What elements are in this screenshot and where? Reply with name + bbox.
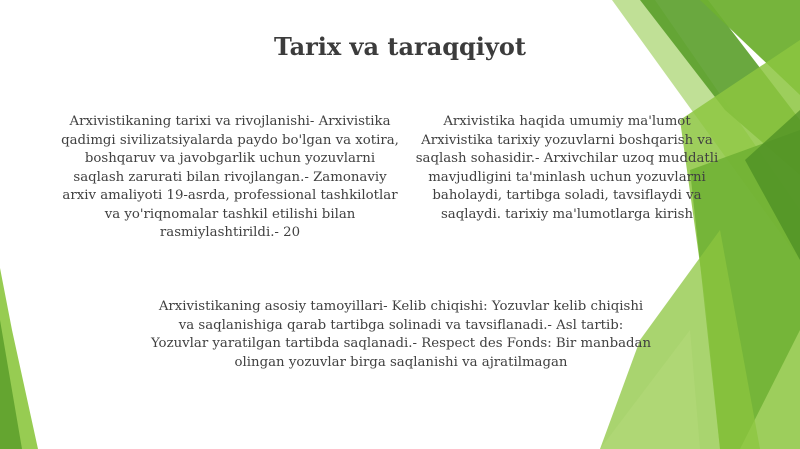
slide-title: Tarix va taraqqiyot [274,32,526,61]
history-text: Arxivistikaning tarixi va rivojlanishi- Arxivistika qadimgi sivilizatsiyalarda paydo bo'lgan va xotira, boshqaruv va javobgarlik uchun yozuvlarni saqlash zarurati bilan rivojlangan.- Zamonaviy arxiv amaliyoti 19-asrda, professional tashkilotlar va yo'riqnomalar tashkil etilishi bilan rasmiylashtirildi.- 20 [61,114,399,240]
principles-text: Arxivistikaning asosiy tamoyillari- Kelib chiqishi: Yozuvlar kelib chiqishi va saqlanishiga qarab tartibga solinadi va tavsiflanadi.- Asl tartib: Yozuvlar yaratilgan tartibda saqlanadi.- Respect des Fonds: Bir manbadan olingan yozuvlar birga saqlanishi va ajratilmagan [150,299,652,370]
overview-text: Arxivistika haqida umumiy ma'lumot Arxivistika tarixiy yozuvlarni boshqarish va saqlash sohasidir.- Arxivchilar uzoq muddatli mavjudligini ta'minlash uchun yozuvlarni baholaydi, tartibga soladi, tavsiflaydi va saqlaydi. tarixiy ma'lumotlarga kirish [415,114,719,222]
